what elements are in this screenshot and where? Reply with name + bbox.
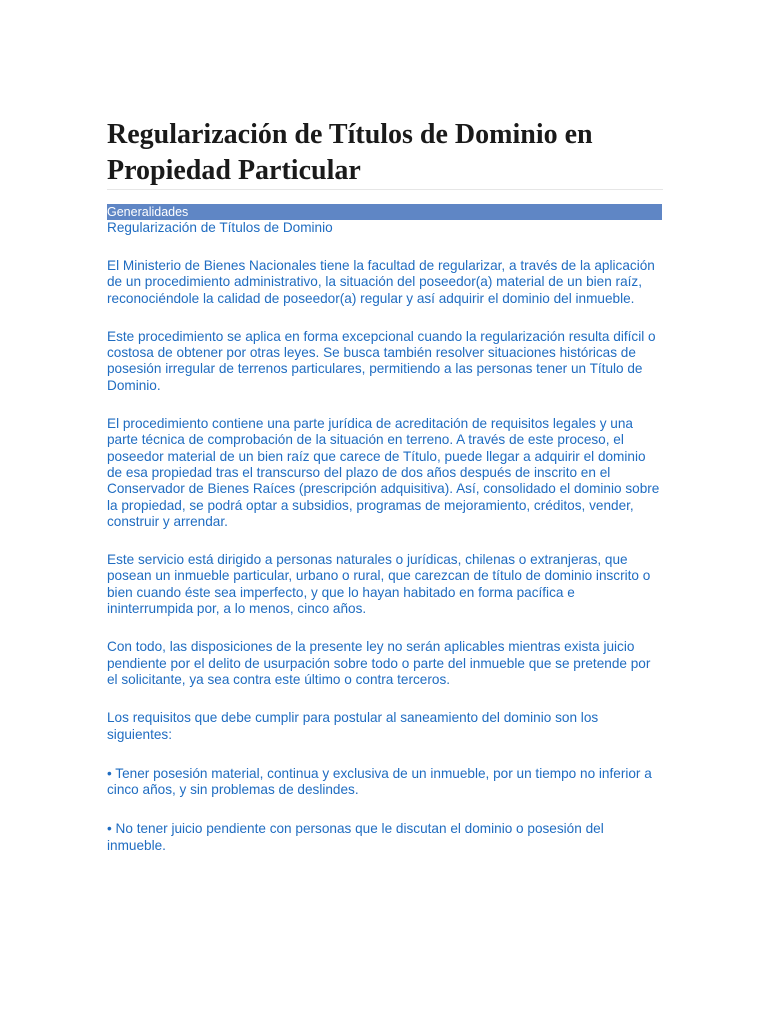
title-divider: [107, 189, 663, 190]
document-page: [107, 0, 663, 854]
paragraph-procedure: El procedimiento contiene una parte jurídica de acreditación de requisitos legales y una parte técnica de comprobación de la situación en terreno. A través de este proceso, el poseedor material de un bien raíz que carece de Título, puede llegar a adquirir el dominio de esa propiedad tras el transcurso del plazo de dos años después de inscrito en el Conservador de Bienes Raíces (prescripción adquisitiva). Así, consolidado el dominio sobre la propiedad, se podrá optar a subsidios, programas de mejoramiento, créditos, vender, construir y arrendar.: [107, 416, 660, 529]
paragraph-exclusion: Con todo, las disposiciones de la presente ley no serán aplicables mientras exista juicio pendiente por el delito de usurpación sobre todo o parte del inmueble que se pretende por el solicitante, ya sea contra este último o contra terceros.: [107, 639, 651, 687]
paragraph-requirements-intro: Los requisitos que debe cumplir para postular al saneamiento del dominio son los siguientes:: [107, 710, 599, 742]
paragraph-intro: El Ministerio de Bienes Nacionales tiene la facultad de regularizar, a través de la aplicación de un procedimiento administrativo, la situación del poseedor(a) material de un bien raíz, reconociéndole la calidad de poseedor(a) regular y así adquirir el dominio del inmueble.: [107, 258, 655, 306]
paragraph-eligibility: Este servicio está dirigido a personas naturales o jurídicas, chilenas o extranjeras, que posean un inmueble particular, urbano o rural, que carezcan de título de dominio inscrito o bien cuando éste sea imperfecto, y que lo hayan habitado en forma pacífica e ininterrumpida por, a lo menos, cinco años.: [107, 552, 651, 617]
paragraph-scope: Este procedimiento se aplica en forma excepcional cuando la regularización resulta difícil o costosa de obtener por otras leyes. Se busca también resolver situaciones históricas de posesión irregular de terrenos particulares, permitiendo a las personas tener un Título de Dominio.: [107, 328, 656, 393]
section-header-bar: Generalidades: [107, 204, 662, 220]
list-item: • Tener posesión material, continua y exclusiva de un inmueble, por un tiempo no inferior a cinco años, y sin problemas de deslindes.: [107, 765, 652, 798]
page-title: Regularización de Títulos de Dominio en Propiedad Particular: [107, 119, 593, 186]
list-item: • No tener juicio pendiente con personas que le discutan el dominio o posesión del inmueble.: [107, 821, 604, 853]
section-subtitle: Regularización de Títulos de Dominio: [107, 220, 333, 235]
